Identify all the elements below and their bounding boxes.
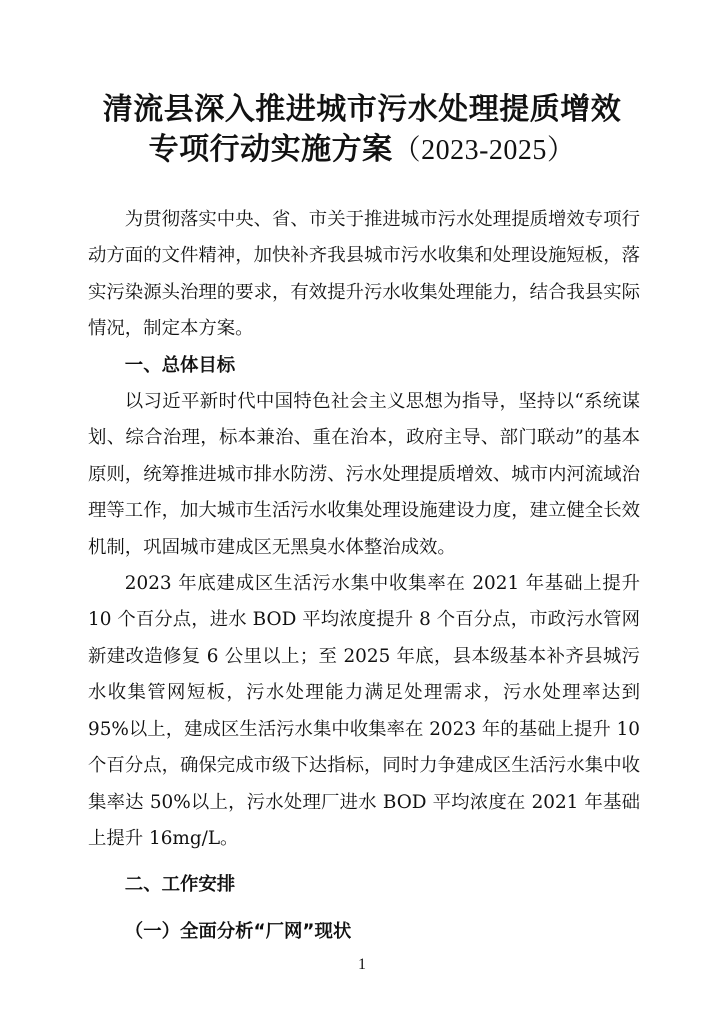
section-heading-overall-goals: 一、总体目标 [124,354,236,376]
spacer [88,857,640,867]
document-body [88,202,640,950]
goals-paragraph-targets: 2023 年底建成区生活污水集中收集率在 2021 年基础上提升 10 个百分点，进水 BOD 平均浓度提升 8 个百分点，市政污水管网新建改造修复 6 公里以上；至 2025 年底，县本级基本补齐县城污水收集管网短板，污水处理能力满足处理需求，污水处理率达到 95%以上，建成区生活污水集中收集率在 2023 年的基础上提升 10 个百分点，确保完成市级下达指标，同时力争建成区生活污水集中收集率达 50%以上，污水处理厂进水 BOD 平均浓度在 2021 年基础上提升 16mg/L。 [88,573,640,849]
page-number: 1 [358,956,366,973]
goals-paragraph-principles: 以习近平新时代中国特色社会主义思想为指导，坚持以“系统谋划、综合治理，标本兼治、重在治本，政府主导、部门联动”的基本原则，统筹推进城市排水防涝、污水处理提质增效、城市内河流域治理等工作，加大城市生活污水收集处理设施建设力度，建立健全长效机制，巩固城市建成区无黑臭水体整治成效。 [88,391,640,558]
title-year-range: （2023-2025） [392,135,576,166]
subsection-heading-plant-network: （一）全面分析“厂网”现状 [124,920,352,942]
section-heading-work-arrangement: 二、工作安排 [124,874,236,896]
title-main-text: 专项行动实施方案 [148,132,393,167]
document-title-line1: 清流县深入推进城市污水处理提质增效 [102,92,622,127]
document-title-line2 [0,124,724,168]
intro-paragraph: 为贯彻落实中央、省、市关于推进城市污水处理提质增效专项行动方面的文件精神，加快补齐我县城市污水收集和处理设施短板，落实污染源头治理的要求，有效提升污水收集处理能力，结合我县实际情况，制定本方案。 [88,209,640,340]
spacer [88,904,640,914]
